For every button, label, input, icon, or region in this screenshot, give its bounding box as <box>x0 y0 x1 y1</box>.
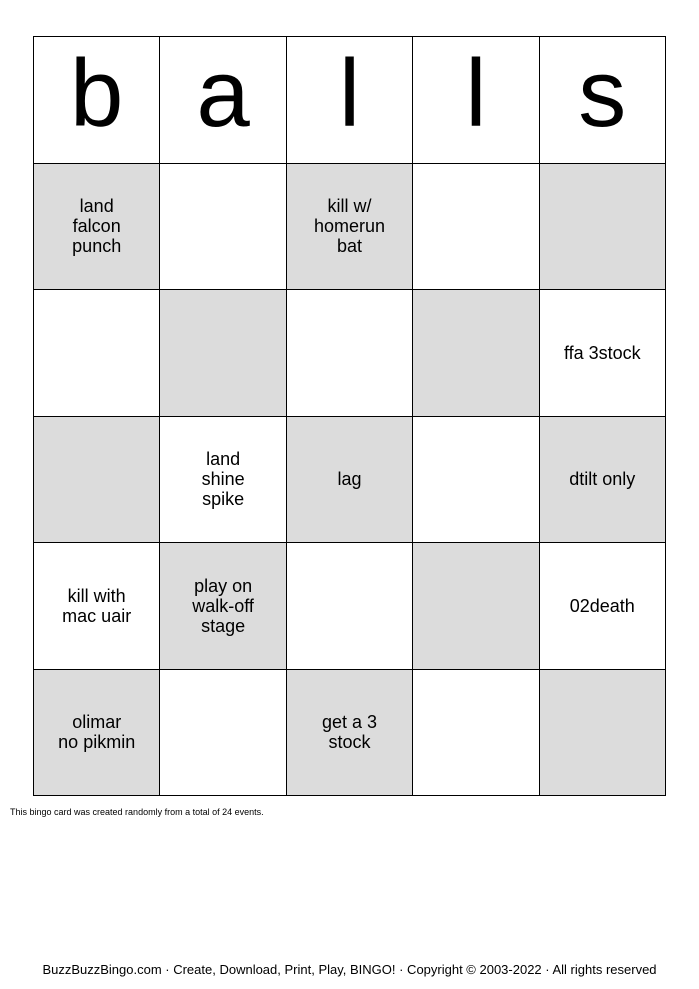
header-cell-2 <box>160 37 286 164</box>
bingo-cell-r5-c3 <box>287 670 413 797</box>
cell-text: ffa 3stock <box>563 342 641 363</box>
bingo-cell-r1-c2 <box>160 164 286 291</box>
bingo-cell-r1-c3 <box>287 164 413 291</box>
bingo-cell-r4-c3 <box>287 543 413 670</box>
page-footer: BuzzBuzzBingo.com · Create, Download, Print, Play, BINGO! · Copyright © 2003-2022 · All rights reserved <box>42 962 657 977</box>
bingo-cell-r3-c5 <box>540 417 666 544</box>
header-letter: a <box>196 39 250 147</box>
bingo-cell-r1-c4 <box>413 164 539 291</box>
header-cell-1 <box>34 37 160 164</box>
cell-text: lag <box>337 469 362 490</box>
header-letter: b <box>70 39 124 147</box>
bingo-cell-r2-c4 <box>413 290 539 417</box>
cell-text: play on walk-off stage <box>192 575 254 636</box>
header-cell-4 <box>413 37 539 164</box>
cell-text: 02death <box>569 595 635 616</box>
bingo-cell-r1-c1 <box>34 164 160 291</box>
bingo-cell-r1-c5 <box>540 164 666 291</box>
header-letter: l <box>465 39 487 147</box>
header-letter: l <box>338 39 361 147</box>
bingo-cell-r5-c1 <box>34 670 160 797</box>
bingo-cell-r2-c2 <box>160 290 286 417</box>
bingo-cell-r4-c5 <box>540 543 666 670</box>
bingo-cell-r4-c4 <box>413 543 539 670</box>
bingo-cell-r2-c5 <box>540 290 666 417</box>
bingo-cell-r3-c3 <box>287 417 413 544</box>
bingo-cell-r3-c1 <box>34 417 160 544</box>
cell-text: kill with mac uair <box>62 585 132 626</box>
bingo-cell-r5-c4 <box>413 670 539 797</box>
bingo-cell-r3-c4 <box>413 417 539 544</box>
bingo-cell-r5-c2 <box>160 670 286 797</box>
bingo-cell-r2-c3 <box>287 290 413 417</box>
cell-text: land falcon punch <box>72 196 122 257</box>
cell-text: dtilt only <box>569 469 636 490</box>
cell-text: kill w/ homerun bat <box>313 196 386 257</box>
header-letter: s <box>578 39 627 147</box>
bingo-cell-r3-c2 <box>160 417 286 544</box>
bingo-cell-r2-c1 <box>34 290 160 417</box>
header-cell-5 <box>540 37 666 164</box>
header-cell-3 <box>287 37 413 164</box>
bingo-cell-r5-c5 <box>540 670 666 797</box>
bingo-cell-r4-c1 <box>34 543 160 670</box>
bingo-cell-r4-c2 <box>160 543 286 670</box>
cell-text: get a 3 stock <box>321 712 378 753</box>
cell-text: land shine spike <box>201 449 245 510</box>
cell-text: olimar no pikmin <box>58 712 136 753</box>
bingo-card <box>33 36 666 796</box>
card-footnote: This bingo card was created randomly from a total of 24 events. <box>10 807 264 817</box>
